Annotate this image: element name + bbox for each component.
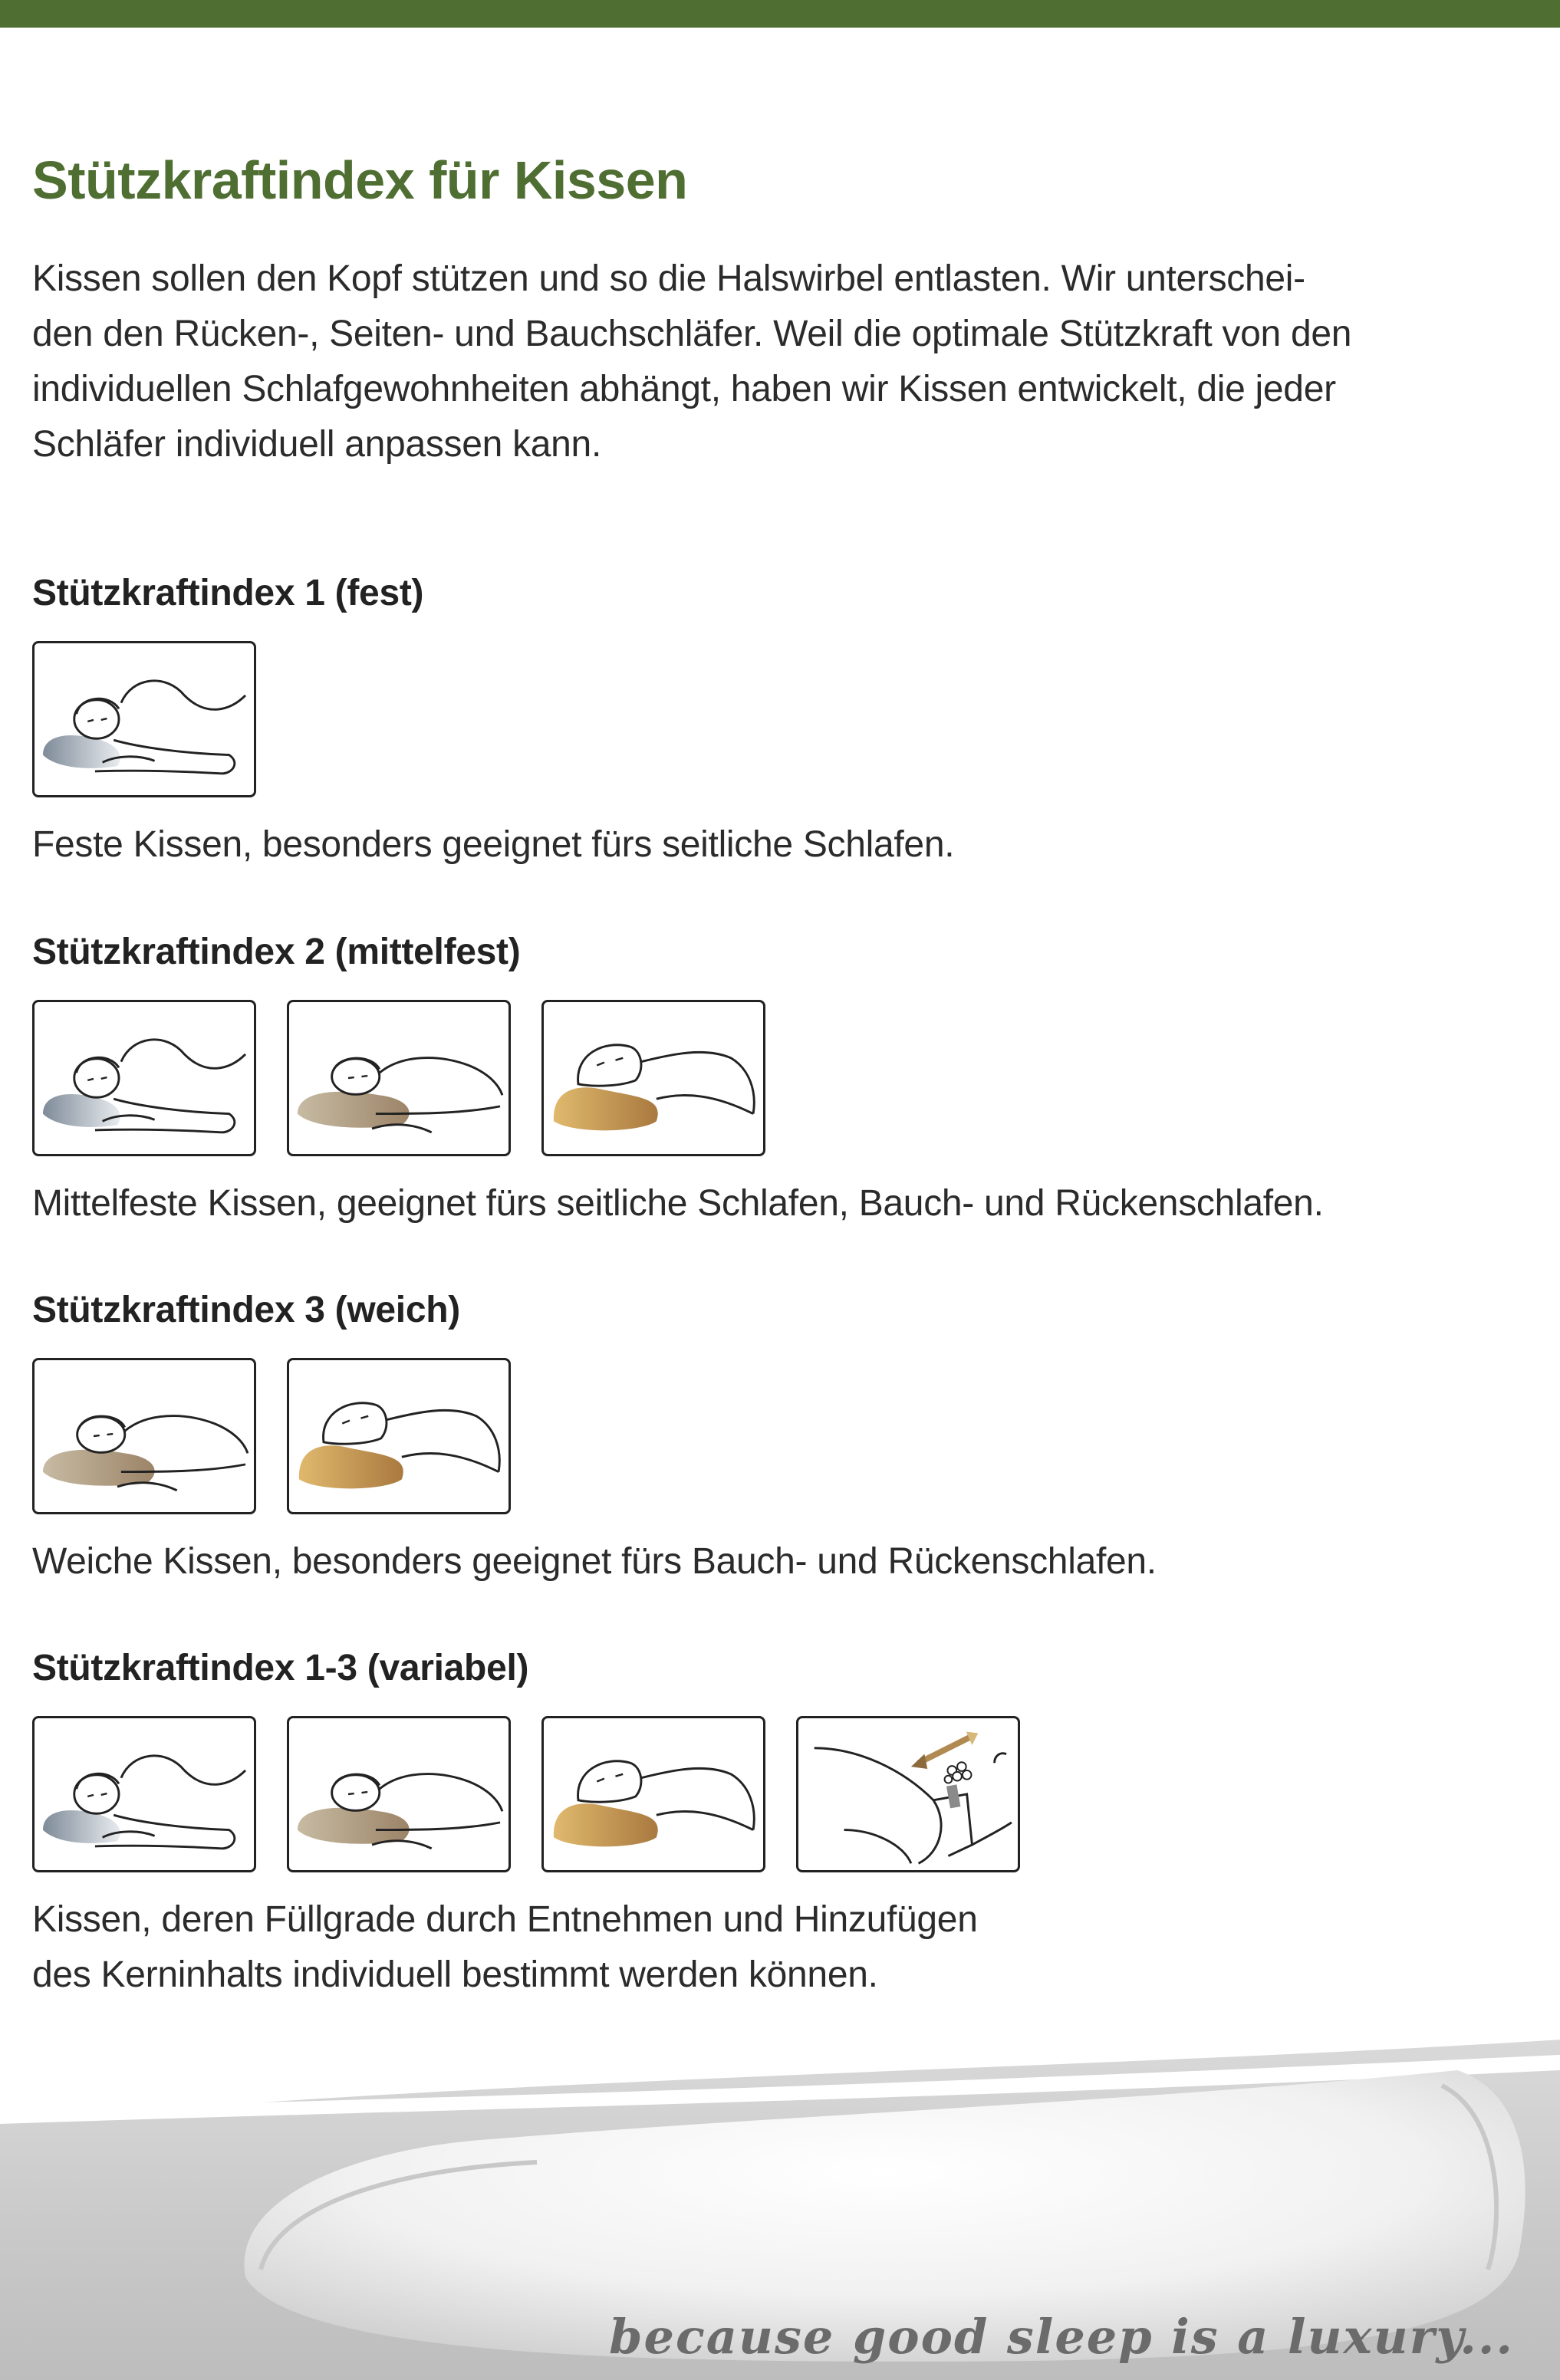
intro-line: Schläfer individuell anpassen kann. <box>32 424 601 465</box>
description-line: Weiche Kissen, besonders geeignet fürs Bauch- und Rückenschlafen. <box>32 1541 1157 1582</box>
side-sleeper-firm-pillow-icon <box>32 1716 256 1872</box>
description-line: Mittelfeste Kissen, geeignet fürs seitliche Schlafen, Bauch- und Rückenschlafen. <box>32 1183 1324 1224</box>
intro-paragraph <box>32 251 1528 472</box>
description-line: Kissen, deren Füllgrade durch Entnehmen und Hinzufügen <box>32 1899 978 1940</box>
intro-line: Kissen sollen den Kopf stützen und so die Halswirbel entlasten. Wir unterschei- <box>32 258 1305 299</box>
icon-row <box>32 641 1528 797</box>
back-sleeper-soft-pillow-icon <box>541 1716 765 1872</box>
section-description <box>32 1176 1528 1231</box>
content <box>32 150 1528 472</box>
stomach-sleeper-medium-pillow-icon <box>287 1716 511 1872</box>
stomach-sleeper-medium-pillow-icon <box>287 1000 511 1156</box>
section-description <box>32 817 1528 873</box>
page-title: Stützkraftindex für Kissen <box>32 150 688 210</box>
pillow-filling-adjust-icon <box>796 1716 1020 1872</box>
stomach-sleeper-medium-pillow-icon <box>32 1358 256 1514</box>
icon-row <box>32 1716 1528 1872</box>
top-bar <box>0 0 1560 28</box>
icon-row <box>32 1358 1528 1514</box>
side-sleeper-firm-pillow-icon <box>32 641 256 797</box>
section-description <box>32 1892 1528 2003</box>
section-heading: Stützkraftindex 1-3 (variabel) <box>32 1648 529 1688</box>
back-sleeper-soft-pillow-icon <box>287 1358 511 1514</box>
section-index-3 <box>32 1292 1528 1589</box>
section-index-variable <box>32 1650 1528 2003</box>
intro-line: den den Rücken-, Seiten- und Bauchschläfer. Weil die optimale Stützkraft von den <box>32 314 1352 354</box>
section-heading: Stützkraftindex 3 (weich) <box>32 1290 460 1330</box>
description-line: des Kerninhalts individuell bestimmt werden können. <box>32 1954 878 1995</box>
back-sleeper-soft-pillow-icon <box>541 1000 765 1156</box>
section-index-1 <box>32 575 1528 873</box>
section-description <box>32 1534 1528 1589</box>
slogan: because good sleep is a luxury... <box>609 2309 1514 2365</box>
description-line: Feste Kissen, besonders geeignet fürs seitliche Schlafen. <box>32 824 955 865</box>
section-index-2 <box>32 934 1528 1231</box>
icon-row <box>32 1000 1528 1156</box>
section-heading: Stützkraftindex 1 (fest) <box>32 573 424 613</box>
footer-pillow-banner <box>0 2024 1560 2380</box>
intro-line: individuellen Schlafgewohnheiten abhängt, haben wir Kissen entwickelt, die jeder <box>32 369 1336 409</box>
side-sleeper-firm-pillow-icon <box>32 1000 256 1156</box>
section-heading: Stützkraftindex 2 (mittelfest) <box>32 932 521 972</box>
